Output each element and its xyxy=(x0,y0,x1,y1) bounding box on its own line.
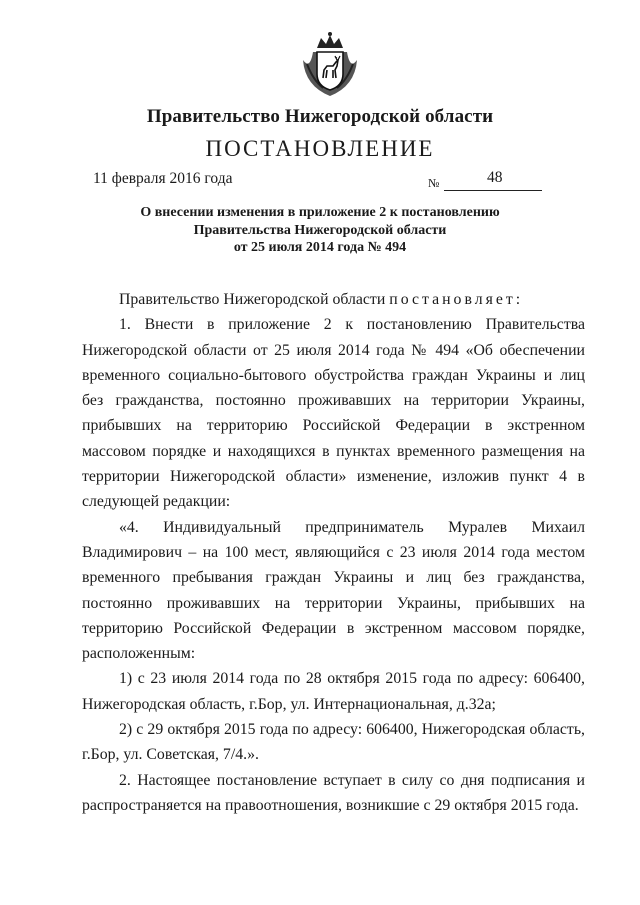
document-body xyxy=(82,287,585,818)
document-subject xyxy=(0,204,640,257)
subject-line-1: О внесении изменения в приложение 2 к постановлению xyxy=(140,205,500,220)
coat-of-arms-emblem xyxy=(295,30,365,100)
subject-line-3: от 25 июля 2014 года № 494 xyxy=(233,240,407,255)
number-sign: № xyxy=(428,176,440,190)
paragraph-1: 1. Внести в приложение 2 к постановлению Правительства Нижегородской области от 25 июля 2014 года № 494 «Об обеспечении временного социально-бытового обустройства граждан Украины и лиц без гражданства, постоянно проживавших на территории Украины, прибывших на территорию Российской Федерации в экстренном массовом порядке и находящихся в пунктах временного размещения на территории Нижегородской области» изменение, изложив пункт 4 в следующей редакции: xyxy=(82,316,585,511)
document-date: 11 февраля 2016 года xyxy=(93,170,233,187)
intro-paragraph xyxy=(82,287,585,312)
intro-text: Правительство Нижегородской области xyxy=(119,291,390,308)
paragraph-5: 2. Настоящее постановление вступает в силу со дня подписания и распространяется на правоотношения, возникшие с 29 октября 2015 года. xyxy=(82,771,585,814)
organization-title: Правительство Нижегородской области xyxy=(146,106,494,127)
paragraph-3: 1) с 23 июля 2014 года по 28 октября 2015 года по адресу: 606400, Нижегородская область, г.Бор, ул. Интернациональная, д.32а; xyxy=(82,670,585,713)
document-number: 48 xyxy=(487,169,503,186)
document-type: ПОСТАНОВЛЕНИЕ xyxy=(205,136,435,161)
paragraph-4: 2) с 29 октября 2015 года по адресу: 606400, Нижегородская область, г.Бор, ул. Советская, 7/4.». xyxy=(82,721,585,764)
paragraph-2: «4. Индивидуальный предприниматель Муралев Михаил Владимирович – на 100 мест, являющийся с 23 июля 2014 года местом временного пребывания граждан Украины и лиц без гражданства, постоянно проживавших на территории Украины, прибывших на территорию Российской Федерации в экстренном массовом порядке, расположенным: xyxy=(82,518,585,663)
subject-line-2: Правительства Нижегородской области xyxy=(193,222,447,238)
intro-resolves: постановляет: xyxy=(389,291,524,308)
